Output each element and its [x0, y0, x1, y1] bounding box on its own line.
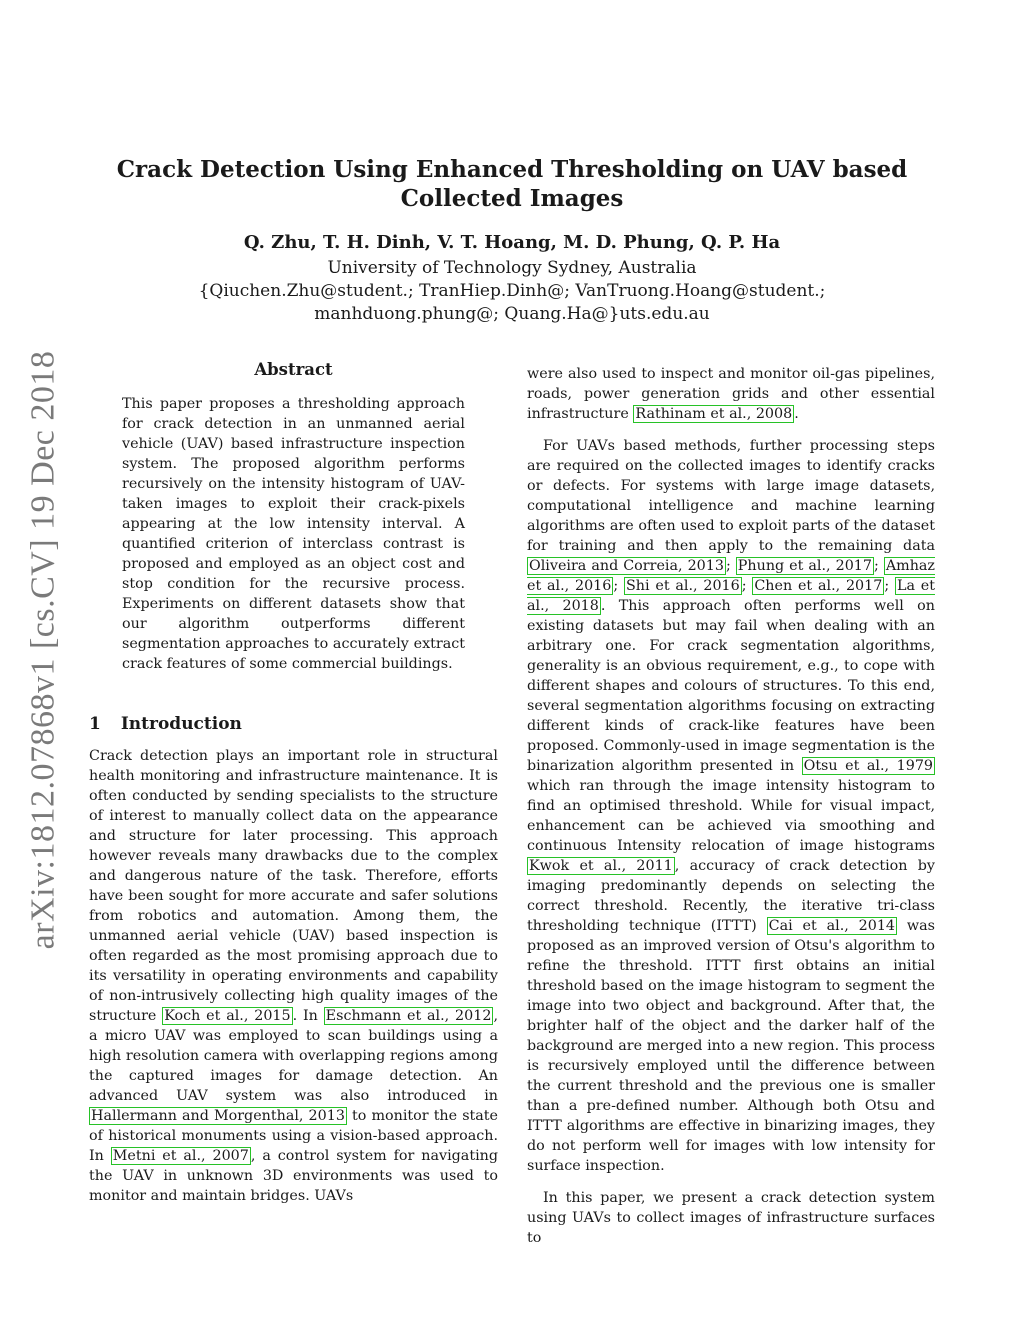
- citation-link[interactable]: Eschmann et al., 2012: [325, 1008, 492, 1024]
- citation-link[interactable]: Phung et al., 2017: [737, 558, 872, 574]
- emails-line-2: manhduong.phung@; Quang.Ha@}uts.edu.au: [314, 304, 710, 324]
- section-number: 1: [89, 714, 101, 734]
- arxiv-identifier-text: arXiv:1812.07868v1 [cs.CV] 19 Dec 2018: [24, 350, 62, 950]
- arxiv-identifier-stamp: [14, 350, 72, 950]
- author-list: Q. Zhu, T. H. Dinh, V. T. Hoang, M. D. Phung, Q. P. Ha: [243, 232, 781, 253]
- citation-link[interactable]: Amhaz et al., 2016: [527, 558, 935, 594]
- citation-link[interactable]: Metni et al., 2007: [112, 1148, 249, 1164]
- contribution-paragraph: In this paper, we present a crack detection system using UAVs to collect images of infrastructure surfaces to: [527, 1190, 935, 1246]
- citation-link[interactable]: Koch et al., 2015: [164, 1008, 291, 1024]
- citation-link[interactable]: Chen et al., 2017: [754, 578, 883, 594]
- title-line-2: Collected Images: [400, 185, 624, 212]
- citation-link[interactable]: La et al., 2018: [527, 578, 935, 614]
- abstract-heading: Abstract: [254, 360, 333, 379]
- left-column: [89, 360, 498, 1206]
- abstract-body: This paper proposes a thresholding approach for crack detection in an unmanned aerial vehicle (UAV) based infrastructure inspection system. The proposed algorithm performs recursively on the intensity histogram of UAV-taken images to exploit their crack-pixels appearing at the low intensity interval. A quantified criterion of interclass contrast is proposed and employed as an object cost and stop condition for the recursive process. Experiments on different datasets show that our algorithm outperforms different segmentation approaches to accurately extract crack features of some commercial buildings.: [122, 396, 465, 672]
- citation-link[interactable]: Hallermann and Morgenthal, 2013: [91, 1108, 345, 1124]
- emails-line-1: {Qiuchen.Zhu@student.; TranHiep.Dinh@; VanTruong.Hoang@student.;: [198, 281, 826, 301]
- citation-link[interactable]: Shi et al., 2016: [626, 578, 740, 594]
- affiliation: University of Technology Sydney, Australia: [327, 258, 697, 278]
- citation-link[interactable]: Oliveira and Correia, 2013: [529, 558, 724, 574]
- citation-link[interactable]: Otsu et al., 1979: [803, 758, 934, 774]
- citation-link[interactable]: Rathinam et al., 2008: [635, 406, 793, 422]
- citation-link[interactable]: Kwok et al., 2011: [529, 858, 673, 874]
- continuation-paragraph: were also used to inspect and monitor oil-gas pipelines, roads, power generation grids and other essential infrastructure Rathinam et al., 2008 .: [527, 366, 935, 422]
- title-line-1: Crack Detection Using Enhanced Thresholding on UAV based: [116, 156, 908, 183]
- section-title: Introduction: [120, 714, 242, 734]
- section-heading-introduction: [89, 714, 498, 734]
- right-column: [527, 364, 935, 1248]
- intro-paragraph: Crack detection plays an important role in structural health monitoring and infrastructure maintenance. It is often conducted by sending specialists to the structure of interest to manually collect data on the appearance and structure for later processing. This approach however reveals many drawbacks due to the complex and dangerous nature of the task. Therefore, efforts have been sought for more accurate and safer solutions from robotics and automation. Among them, the unmanned aerial vehicle (UAV) based inspection is often regarded as the most promising approach due to its versatility in operating environments and capability of non-intrusively collecting high quality images of the structure Koch et al., 2015 . In Eschmann et al., 2012 , a micro UAV was employed to scan buildings using a high resolution camera with overlapping regions among the captured images for damage detection. An advanced UAV system was also introduced in Hallermann and Morgenthal, 2013 to monitor the state of historical monuments using a vision-based approach. In Metni et al., 2007 , a control system for navigating the UAV in unknown 3D environments was used to monitor and maintain bridges. UAVs: [89, 748, 499, 1204]
- affiliation-block: [100, 257, 924, 326]
- methods-paragraph: For UAVs based methods, further processing steps are required on the collected images to identify cracks or defects. For systems with large image datasets, computational intelligence and machine learning algorithms are often used to exploit parts of the dataset for training and then apply to the remaining data Oliveira and Correia, 2013 ; Phung et al., 2017 ; Amhaz et al., 2016 ; Shi et al., 2016 ; Chen et al., 2017 ; La et al., 2018 . This approach often performs well on existing datasets but may fail when dealing with an arbitrary one. For crack segmentation algorithms, generality is an obvious requirement, e.g., to cope with different shapes and colours of structures. To this end, several segmentation algorithms focusing on extracting different kinds of crack-like features have been proposed. Commonly-used in image segmentation is the binarization algorithm presented in Otsu et al., 1979 which ran through the image intensity histogram to find an optimised threshold. While for visual impact, enhancement can be achieved via smoothing and continuous Intensity relocation of image histograms Kwok et al., 2011 , accuracy of crack detection by imaging predominantly depends on selecting the correct threshold. Recently, the iterative tri-class thresholding technique (ITTT) Cai et al., 2014 was proposed as an improved version of Otsu's algorithm to refine the threshold. ITTT first obtains an initial threshold based on the image histogram to segment the image into two object and background. After that, the brighter half of the object and the darker half of the background are merged into a new region. This process is recursively employed until the difference between the current threshold and the previous one is smaller than a pre-defined number. Although both Otsu and ITTT algorithms are effective in binarizing images, they do not perform well for images with low intensity for surface inspection.: [527, 438, 935, 1174]
- citation-link[interactable]: Cai et al., 2014: [768, 918, 896, 934]
- paper-title: [100, 155, 924, 213]
